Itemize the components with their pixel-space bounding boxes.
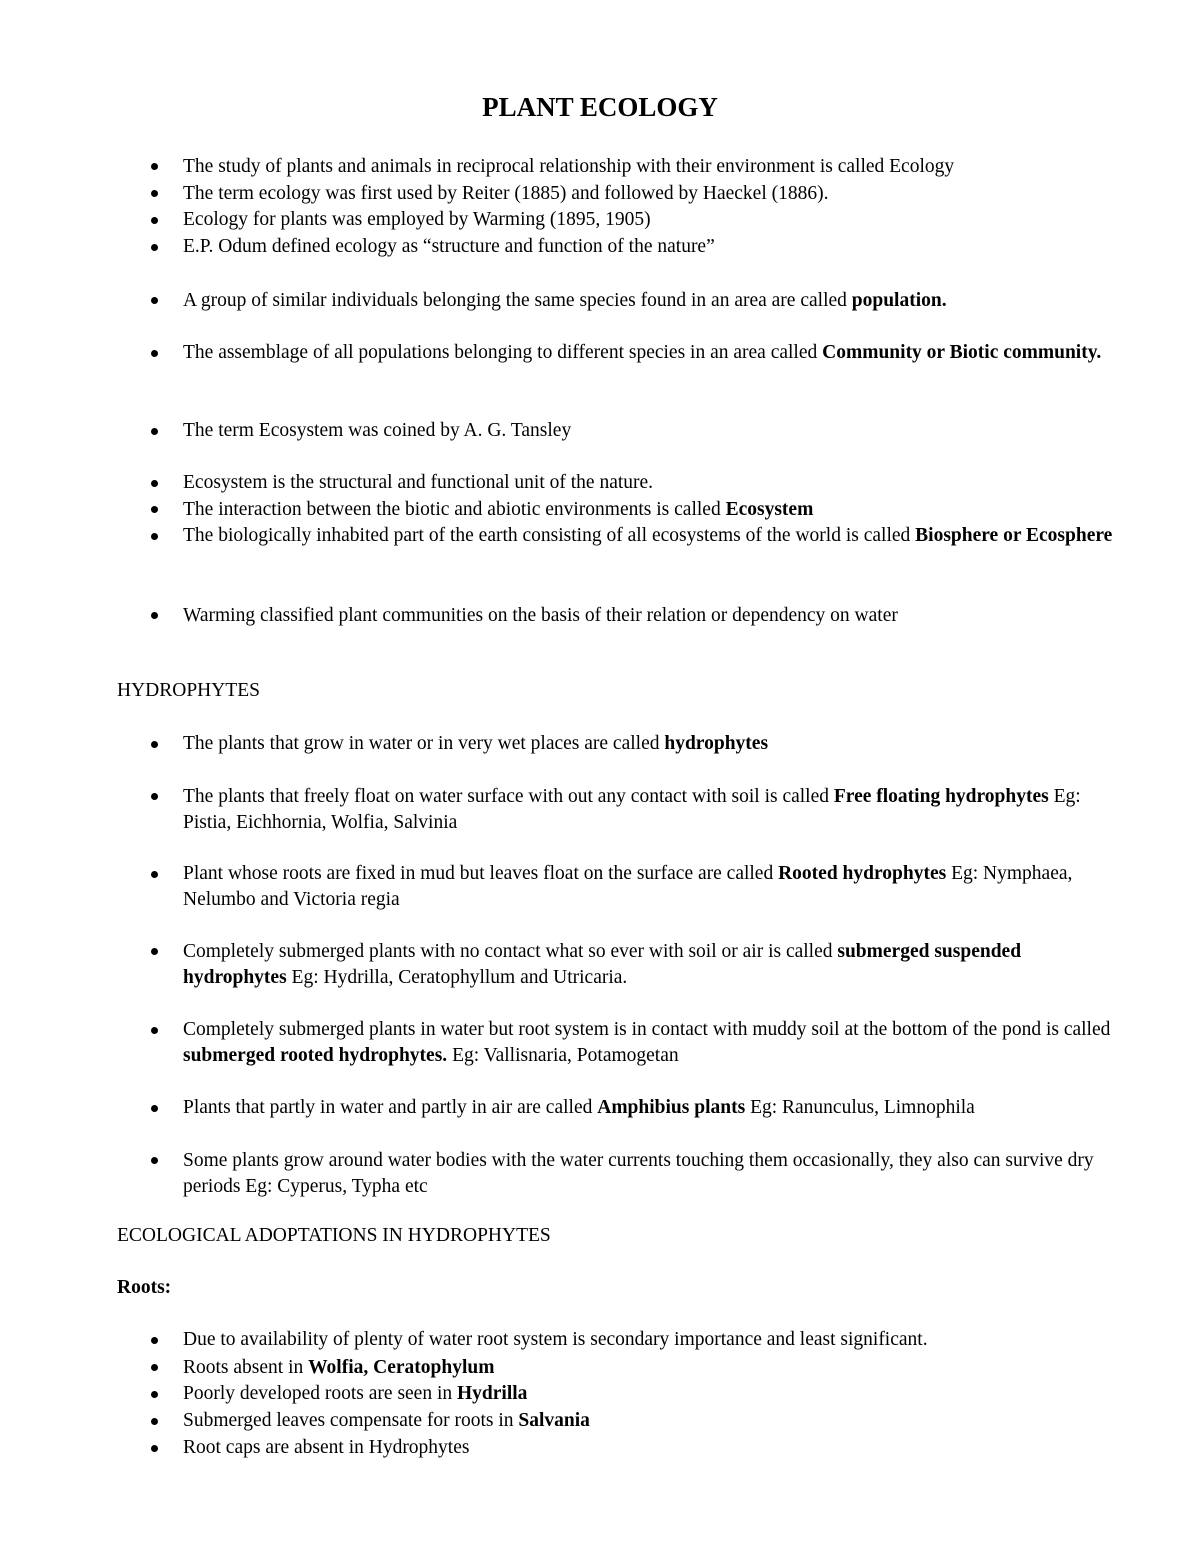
bullet-icon [151,297,158,304]
list-item: Some plants grow around water bodies with the water currents touching them occasionally, they also can survive dry periods Eg: Cyperus, Typha etc [183,1150,1094,1197]
bullet-icon [151,350,158,357]
list-item: The assemblage of all populations belonging to different species in an area called Community or Biotic community. [183,342,1102,363]
bullet-icon [151,506,158,513]
bullet-icon [151,793,158,800]
list-item: E.P. Odum defined ecology as “structure and function of the nature” [183,236,715,257]
bullet-icon [151,741,158,748]
list-item: Completely submerged plants with no contact what so ever with soil or air is called submerged suspended hydrophytes Eg: Hydrilla, Ceratophyllum and Utricaria. [183,941,1022,988]
list-item: Plants that partly in water and partly in air are called Amphibius plants Eg: Ranunculus, Limnophila [183,1097,975,1118]
page-title: PLANT ECOLOGY [482,92,718,122]
bullet-icon [151,612,158,619]
list-item: Ecology for plants was employed by Warming (1895, 1905) [183,209,651,230]
list-item: The term ecology was first used by Reiter (1885) and followed by Haeckel (1886). [183,183,829,204]
bullet-icon [151,163,158,170]
list-item: A group of similar individuals belonging the same species found in an area are called population. [183,290,947,311]
list-item: The study of plants and animals in reciprocal relationship with their environment is called Ecology [183,156,955,177]
bullet-icon [151,871,158,878]
list-item: The biologically inhabited part of the earth consisting of all ecosystems of the world is called Biosphere or Ecosphere [183,525,1113,546]
list-item: The plants that freely float on water surface with out any contact with soil is called Free floating hydrophytes Eg: Pistia, Eichhornia, Wolfia, Salvinia [183,786,1081,833]
list-item: Warming classified plant communities on the basis of their relation or dependency on water [183,605,898,626]
list-item: Completely submerged plants in water but root system is in contact with muddy soil at the bottom of the pond is called submerged rooted hydrophytes. Eg: Vallisnaria, Potamogetan [183,1019,1111,1066]
list-item: Root caps are absent in Hydrophytes [183,1437,470,1458]
sub-heading: Roots: [117,1277,172,1298]
bullet-icon [151,1027,158,1034]
list-item: Roots absent in Wolfia, Ceratophylum [183,1357,495,1378]
section-heading: HYDROPHYTES [117,680,261,701]
list-item: Plant whose roots are fixed in mud but leaves float on the surface are called Rooted hydrophytes Eg: Nymphaea, Nelumbo and Victoria regia [183,863,1073,910]
list-item: Due to availability of plenty of water root system is secondary importance and least significant. [183,1329,928,1350]
bullet-icon [151,1105,158,1112]
bullet-icon [151,1391,158,1398]
list-item: The plants that grow in water or in very wet places are called hydrophytes [183,733,769,754]
bullet-icon [151,1157,158,1164]
bullet-icon [151,1364,158,1371]
list-item: The interaction between the biotic and abiotic environments is called Ecosystem [183,499,814,520]
bullet-icon [151,1445,158,1452]
bullet-icon [151,1337,158,1344]
bullet-icon [151,480,158,487]
list-item: Submerged leaves compensate for roots in Salvania [183,1410,590,1431]
bullet-icon [151,533,158,540]
section-heading: ECOLOGICAL ADOPTATIONS IN HYDROPHYTES [117,1225,551,1246]
bullet-icon [151,217,158,224]
bullet-icon [151,244,158,251]
list-item: Poorly developed roots are seen in Hydrilla [183,1383,528,1404]
list-item: Ecosystem is the structural and functional unit of the nature. [183,472,654,493]
bullet-icon [151,948,158,955]
list-item: The term Ecosystem was coined by A. G. Tansley [183,420,572,441]
bullet-icon [151,428,158,435]
bullet-icon [151,1418,158,1425]
bullet-icon [151,190,158,197]
